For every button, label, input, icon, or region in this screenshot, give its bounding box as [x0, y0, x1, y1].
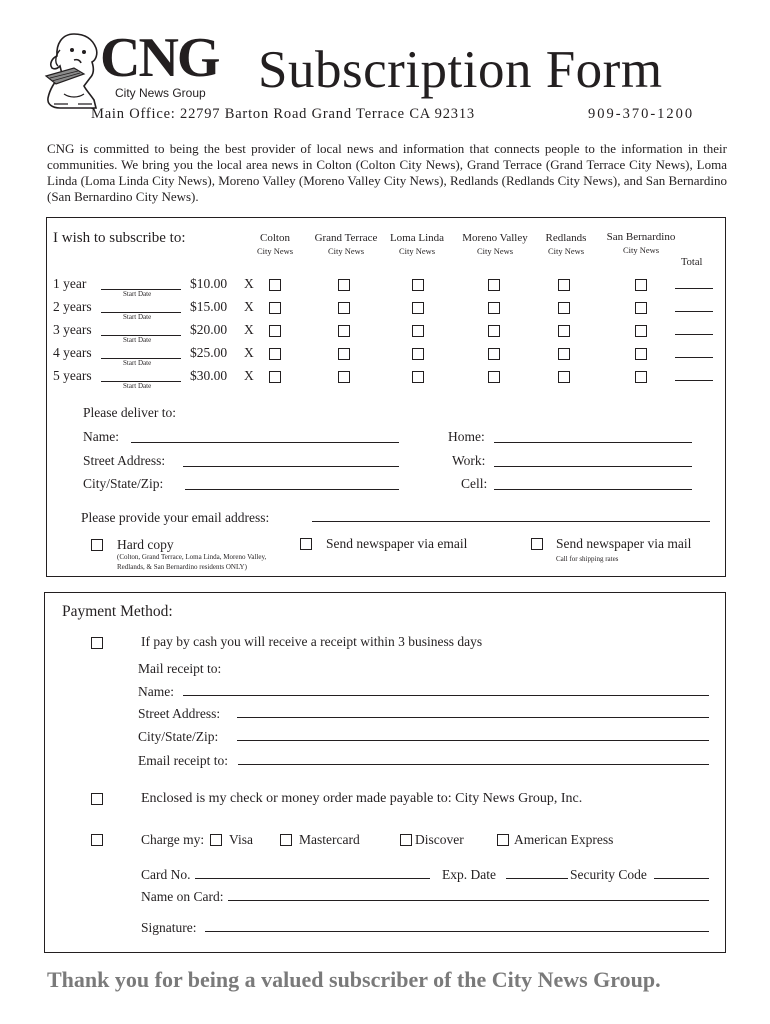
start-date-label: Start Date	[123, 290, 152, 298]
term-row	[47, 368, 723, 388]
checkbox-loma-linda[interactable]	[412, 348, 424, 360]
term-price: $20.00	[190, 322, 228, 337]
discover-checkbox[interactable]	[400, 834, 412, 846]
charge-checkbox[interactable]	[91, 834, 103, 846]
start-date-label: Start Date	[123, 313, 152, 321]
checkbox-san-bernardino[interactable]	[635, 302, 647, 314]
check-label: Enclosed is my check or money order made payable to: City News Group, Inc.	[141, 791, 583, 806]
home-phone-field[interactable]	[494, 442, 692, 443]
checkbox-moreno-valley[interactable]	[488, 279, 500, 291]
x-mark: X	[244, 322, 254, 337]
mastercard-checkbox[interactable]	[280, 834, 292, 846]
intro-paragraph: CNG is committed to being the best provider of local news and information that connects people to the information in their communities. We bring you the local area news in Colton (Colton City News), Grand Terrace (Grand Terrace City News), Loma Linda (Loma Linda City News), Moreno Valley (Moreno Valley City News), Redlands (Redlands City News), and San Bernardino (San Bernardino City News).	[47, 141, 727, 204]
via-mail-note: Call for shipping rates	[556, 555, 619, 563]
checkbox-redlands[interactable]	[558, 325, 570, 337]
receipt-street-field[interactable]	[237, 717, 709, 718]
term-row	[47, 322, 723, 342]
checkbox-loma-linda[interactable]	[412, 302, 424, 314]
term-label: 5 years	[53, 368, 92, 383]
checkbox-moreno-valley[interactable]	[488, 302, 500, 314]
receipt-street-label: Street Address:	[138, 706, 221, 721]
total-field[interactable]	[675, 311, 713, 312]
checkbox-moreno-valley[interactable]	[488, 325, 500, 337]
signature-label: Signature:	[141, 920, 197, 935]
term-price: $15.00	[190, 299, 228, 314]
term-row	[47, 299, 723, 319]
visa-label: Visa	[229, 832, 253, 847]
hard-copy-label: Hard copy	[117, 537, 174, 552]
deliver-name-label: Name:	[83, 429, 119, 444]
start-date-label: Start Date	[123, 336, 152, 344]
checkbox-colton[interactable]	[269, 348, 281, 360]
hard-copy-note: (Colton, Grand Terrace, Loma Linda, Moreno Valley,	[117, 553, 267, 561]
header	[0, 0, 770, 130]
visa-checkbox[interactable]	[210, 834, 222, 846]
checkbox-grand-terrace[interactable]	[338, 302, 350, 314]
checkbox-redlands[interactable]	[558, 279, 570, 291]
checkbox-redlands[interactable]	[558, 348, 570, 360]
column-loma-linda: Loma Linda City News	[389, 232, 445, 256]
checkbox-grand-terrace[interactable]	[338, 325, 350, 337]
total-field[interactable]	[675, 357, 713, 358]
office-phone: 909-370-1200	[588, 106, 695, 122]
receipt-city-label: City/State/Zip:	[138, 729, 219, 744]
checkbox-moreno-valley[interactable]	[488, 371, 500, 383]
column-moreno-valley: Moreno Valley City News	[462, 232, 528, 256]
term-row	[47, 345, 723, 365]
checkbox-loma-linda[interactable]	[412, 279, 424, 291]
cell-phone-label: Cell:	[461, 476, 488, 491]
signature-field[interactable]	[205, 931, 709, 932]
checkbox-san-bernardino[interactable]	[635, 348, 647, 360]
subscription-section	[46, 217, 726, 577]
hard-copy-checkbox[interactable]	[91, 539, 103, 551]
amex-checkbox[interactable]	[497, 834, 509, 846]
term-label: 2 years	[53, 299, 92, 314]
cash-checkbox[interactable]	[91, 637, 103, 649]
deliver-street-field[interactable]	[183, 466, 399, 467]
receipt-name-field[interactable]	[183, 695, 709, 696]
checkbox-moreno-valley[interactable]	[488, 348, 500, 360]
term-price: $25.00	[190, 345, 228, 360]
start-date-label: Start Date	[123, 359, 152, 367]
security-code-label: Security Code	[570, 867, 647, 882]
deliver-city-label: City/State/Zip:	[83, 476, 164, 491]
checkbox-san-bernardino[interactable]	[635, 325, 647, 337]
mastercard-label: Mastercard	[299, 832, 360, 847]
term-price: $30.00	[190, 368, 228, 383]
office-address: Main Office: 22797 Barton Road Grand Terrace CA 92313	[91, 106, 475, 122]
checkbox-loma-linda[interactable]	[412, 325, 424, 337]
start-date-label: Start Date	[123, 382, 152, 390]
term-row	[47, 276, 723, 296]
column-colton: Colton City News	[256, 232, 294, 256]
term-label: 3 years	[53, 322, 92, 337]
via-mail-checkbox[interactable]	[531, 538, 543, 550]
column-grand-terrace: Grand Terrace City News	[314, 232, 378, 256]
exp-date-label: Exp. Date	[442, 867, 496, 882]
via-email-checkbox[interactable]	[300, 538, 312, 550]
term-label: 1 year	[53, 276, 87, 291]
discover-label: Discover	[415, 832, 464, 847]
logo-subtext: City News Group	[115, 86, 206, 100]
deliver-street-label: Street Address:	[83, 453, 166, 468]
x-mark: X	[244, 299, 254, 314]
checkbox-colton[interactable]	[269, 371, 281, 383]
home-phone-label: Home:	[448, 429, 485, 444]
email-receipt-label: Email receipt to:	[138, 753, 228, 768]
email-receipt-field[interactable]	[238, 764, 709, 765]
footer-thank-you: Thank you for being a valued subscriber of the City News Group.	[47, 967, 661, 992]
card-no-field[interactable]	[195, 878, 430, 879]
checkbox-grand-terrace[interactable]	[338, 279, 350, 291]
receipt-city-field[interactable]	[237, 740, 709, 741]
term-label: 4 years	[53, 345, 92, 360]
logo-text: CNG	[100, 27, 219, 89]
exp-date-field[interactable]	[506, 878, 568, 879]
check-checkbox[interactable]	[91, 793, 103, 805]
charge-label: Charge my:	[141, 832, 205, 847]
deliver-city-field[interactable]	[185, 489, 399, 490]
checkbox-san-bernardino[interactable]	[635, 371, 647, 383]
subscribe-heading: I wish to subscribe to:	[53, 230, 186, 246]
amex-label: American Express	[514, 832, 614, 847]
email-field[interactable]	[312, 521, 710, 522]
via-email-label: Send newspaper via email	[326, 536, 468, 551]
checkbox-grand-terrace[interactable]	[338, 348, 350, 360]
email-prompt: Please provide your email address:	[81, 510, 270, 525]
column-san-bernardino: San Bernardino City News	[606, 231, 676, 255]
checkbox-colton[interactable]	[269, 302, 281, 314]
x-mark: X	[244, 368, 254, 383]
checkbox-san-bernardino[interactable]	[635, 279, 647, 291]
checkbox-colton[interactable]	[269, 325, 281, 337]
receipt-name-label: Name:	[138, 684, 174, 699]
deliver-name-field[interactable]	[131, 442, 399, 443]
cash-label: If pay by cash you will receive a receipt within 3 business days	[141, 634, 483, 649]
checkbox-colton[interactable]	[269, 279, 281, 291]
name-on-card-field[interactable]	[228, 900, 709, 901]
checkbox-redlands[interactable]	[558, 371, 570, 383]
via-mail-label: Send newspaper via mail	[556, 536, 692, 551]
hard-copy-note: Redlands, & San Bernardino residents ONLY)	[117, 563, 247, 571]
x-mark: X	[244, 276, 254, 291]
deliver-heading: Please deliver to:	[83, 405, 176, 420]
payment-heading: Payment Method:	[62, 603, 173, 620]
cell-phone-field[interactable]	[494, 489, 692, 490]
checkbox-grand-terrace[interactable]	[338, 371, 350, 383]
security-code-field[interactable]	[654, 878, 709, 879]
page-title: Subscription Form	[258, 41, 663, 99]
checkbox-loma-linda[interactable]	[412, 371, 424, 383]
total-field[interactable]	[675, 380, 713, 381]
work-phone-label: Work:	[452, 453, 486, 468]
column-redlands: Redlands City News	[545, 232, 587, 256]
x-mark: X	[244, 345, 254, 360]
mail-receipt-label: Mail receipt to:	[138, 661, 222, 676]
checkbox-redlands[interactable]	[558, 302, 570, 314]
work-phone-field[interactable]	[494, 466, 692, 467]
card-no-label: Card No.	[141, 867, 191, 882]
total-label: Total	[681, 257, 703, 268]
name-on-card-label: Name on Card:	[141, 889, 224, 904]
payment-section	[44, 592, 726, 953]
term-price: $10.00	[190, 276, 228, 291]
total-field[interactable]	[675, 334, 713, 335]
total-field[interactable]	[675, 288, 713, 289]
